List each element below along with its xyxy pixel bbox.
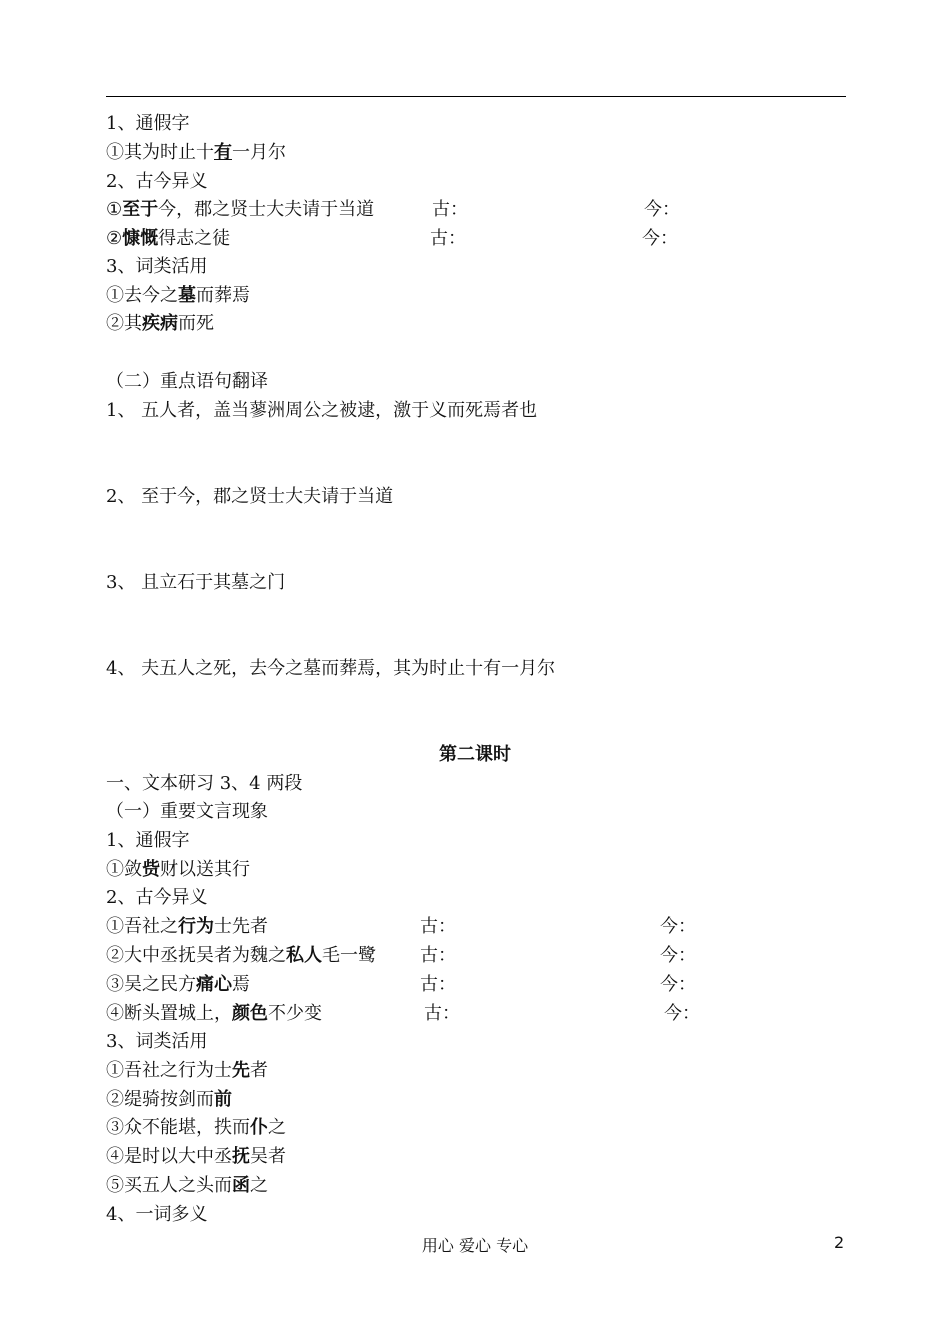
section-translation-title: （二）重点语句翻译 (106, 371, 268, 392)
lesson-heading: 第二课时 (439, 744, 511, 765)
footer-motto: 用心 爱心 专心 (421, 1236, 529, 1255)
item-cilei-5: ⑤买五人之头而函之 (106, 1175, 268, 1196)
item-cilei-1: ①去今之墓而葬焉 (106, 285, 250, 306)
translation-sentence-1: 1、 五人者，盖当蓼洲周公之被逮，激于义而死焉者也 (106, 400, 538, 421)
item-gujin-4: ④断头置城上，颜色不少变 (106, 1003, 322, 1024)
heading-duoyi: 4、一词多义 (106, 1204, 208, 1225)
item-cilei-2: ②缇骑按剑而前 (106, 1089, 232, 1110)
item-gujin-2: ②慷慨得志之徒 (106, 228, 231, 249)
gu-label: 古： (420, 916, 456, 937)
item-tongjiazi-1: ①其为时止十有一月尔 (106, 142, 286, 163)
lesson2-section-title: 一、文本研习 3、4 两段 (106, 773, 303, 794)
item-cilei-3: ③众不能堪，抶而仆之 (106, 1117, 286, 1138)
item-gujin-1: ①吾社之行为士先者 (106, 916, 268, 937)
header-rule (106, 96, 846, 97)
item-gujin-3: ③吴之民方痛心焉 (106, 974, 250, 995)
gu-label: 古： (420, 945, 456, 966)
gu-label: 古： (424, 1003, 460, 1024)
translation-sentence-2: 2、 至于今，郡之贤士大夫请于当道 (106, 486, 394, 507)
gu-label: 古： (430, 228, 466, 249)
jin-label: 今： (660, 974, 696, 995)
gu-label: 古： (420, 974, 456, 995)
heading-gujin: 2、古今异义 (106, 887, 208, 908)
lesson2-subsection-title: （一）重要文言现象 (106, 801, 268, 822)
heading-gujin: 2、古今异义 (106, 171, 208, 192)
item-gujin-2: ②大中丞抚吴者为魏之私人毛一鹭 (106, 945, 376, 966)
translation-sentence-4: 4、 夫五人之死，去今之墓而葬焉，其为时止十有一月尔 (106, 658, 556, 679)
jin-label: 今： (664, 1003, 700, 1024)
item-cilei-4: ④是时以大中丞抚吴者 (106, 1146, 286, 1167)
page-number: 2 (834, 1233, 845, 1252)
item-gujin-1: ①至于今，郡之贤士大夫请于当道 (106, 199, 375, 220)
heading-cilei: 3、词类活用 (106, 1031, 208, 1052)
item-tongjiazi-1: ①敛赀财以送其行 (106, 859, 250, 880)
jin-label: 今： (660, 916, 696, 937)
item-cilei-1: ①吾社之行为士先者 (106, 1060, 268, 1081)
heading-tongjiazi: 1、通假字 (106, 113, 190, 134)
jin-label: 今： (660, 945, 696, 966)
item-cilei-2: ②其疾病而死 (106, 313, 214, 334)
jin-label: 今： (642, 228, 678, 249)
translation-sentence-3: 3、 且立石于其墓之门 (106, 572, 286, 593)
jin-label: 今： (644, 199, 680, 220)
gu-label: 古： (432, 199, 468, 220)
heading-tongjiazi: 1、通假字 (106, 830, 190, 851)
heading-cilei: 3、词类活用 (106, 256, 208, 277)
